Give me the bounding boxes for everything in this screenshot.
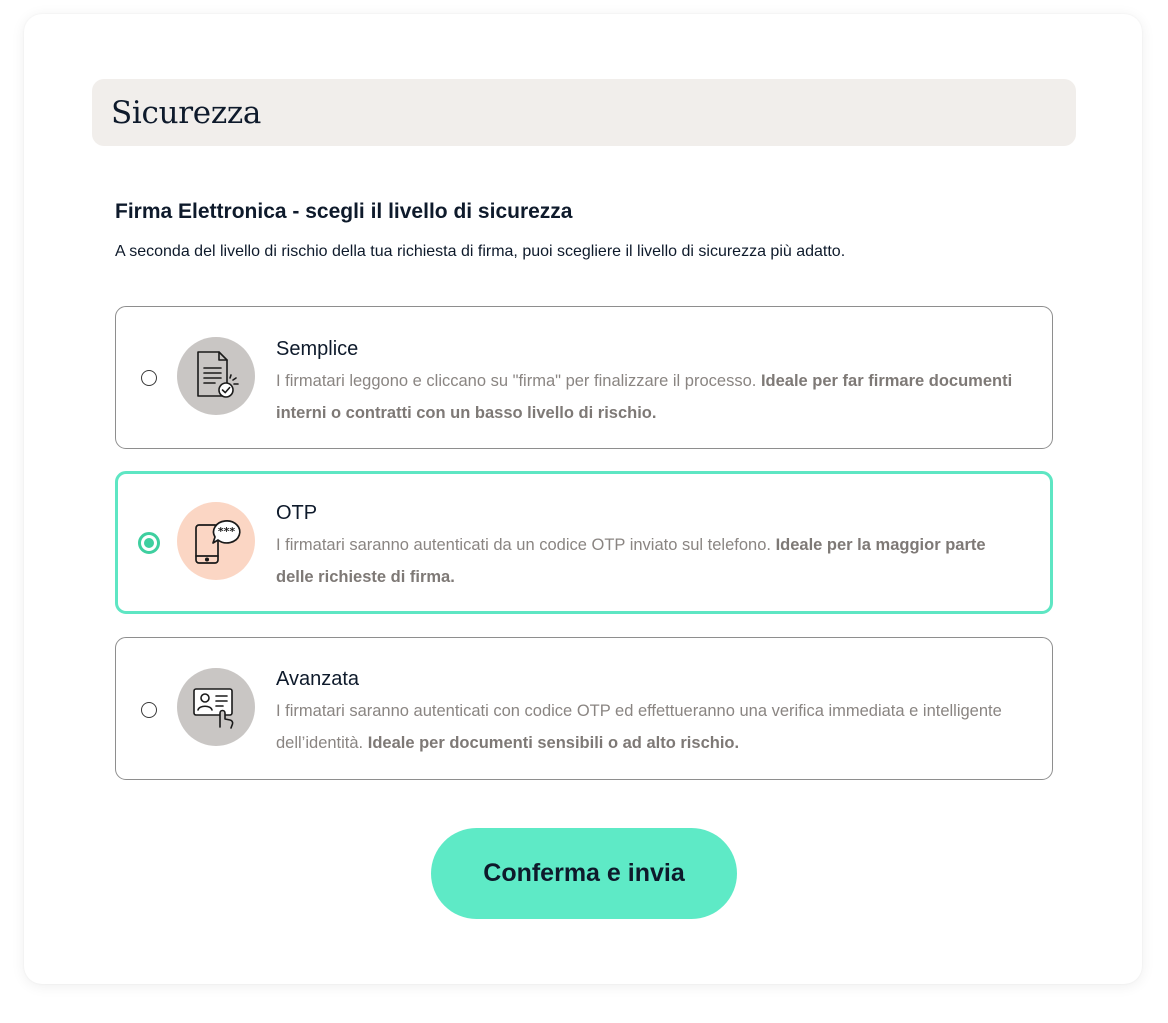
signature-subtext: A seconda del livello di rischio della tua richiesta di firma, puoi scegliere il livello di sicurezza più adatto. xyxy=(115,243,846,260)
document-check-icon xyxy=(177,337,255,415)
option-title-semplice: Semplice xyxy=(276,338,359,360)
option-highlight-text: Ideale per la maggior parte delle richieste di firma. xyxy=(276,536,986,586)
option-desc-text: I firmatari saranno autenticati da un codice OTP inviato sul telefono. xyxy=(276,536,771,554)
section-header xyxy=(92,79,1076,146)
radio-avanzata[interactable] xyxy=(141,702,157,718)
option-desc-otp xyxy=(276,529,1024,593)
option-desc-text: I firmatari leggono e cliccano su "firma" per finalizzare il processo. xyxy=(276,372,757,390)
option-desc-semplice xyxy=(276,365,1024,429)
option-highlight-text: Ideale per far firmare documenti interni o contratti con un basso livello di rischio. xyxy=(276,372,1013,422)
confirm-send-button[interactable]: Conferma e invia xyxy=(431,828,737,919)
svg-text:***: *** xyxy=(217,525,236,538)
option-title-avanzata: Avanzata xyxy=(276,668,360,690)
option-desc-avanzata xyxy=(276,695,1024,759)
radio-semplice[interactable] xyxy=(141,370,157,386)
option-highlight-text: Ideale per documenti sensibili o ad alto rischio. xyxy=(367,734,740,752)
option-title-otp: OTP xyxy=(276,502,318,524)
radio-otp[interactable] xyxy=(138,532,160,554)
id-card-icon xyxy=(177,668,255,746)
phone-otp-icon xyxy=(177,502,255,580)
signature-heading: Firma Elettronica - scegli il livello di sicurezza xyxy=(115,200,573,223)
option-desc-text: I firmatari saranno autenticati con codice OTP ed effettueranno una verifica immediata e intelligente dell’identità. xyxy=(276,702,1002,752)
section-title: Sicurezza xyxy=(111,94,262,131)
